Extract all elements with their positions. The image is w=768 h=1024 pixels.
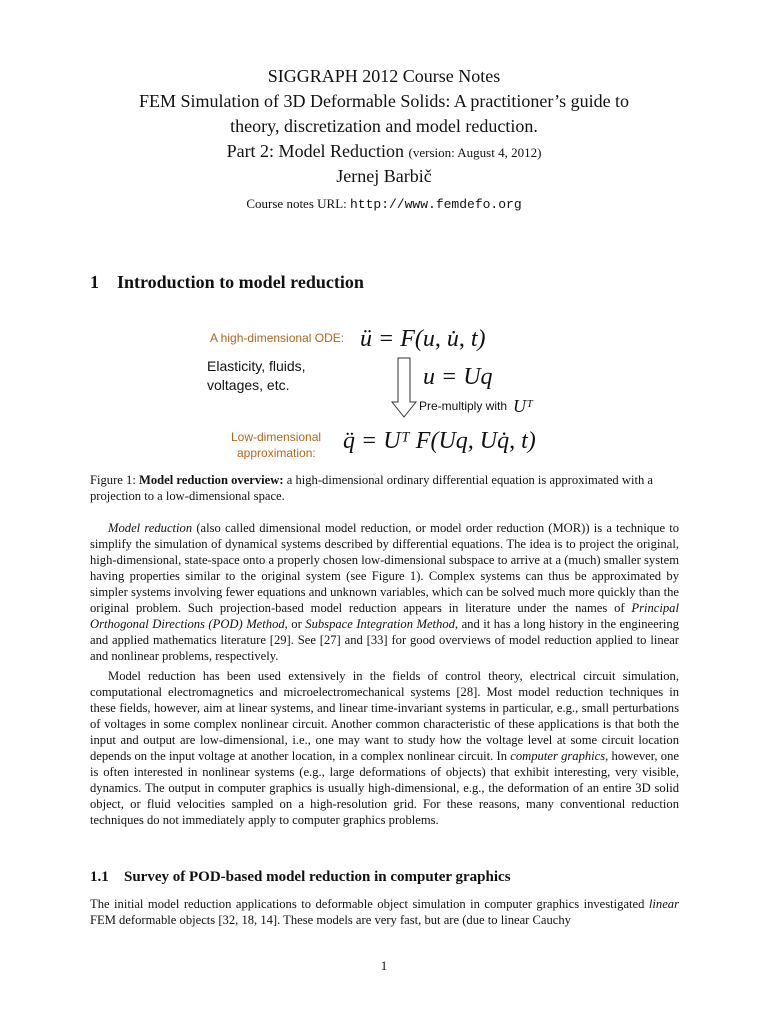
section-number: 1.1 (90, 869, 109, 885)
caption-bold: Model reduction overview: (138, 473, 284, 487)
version-text: (version: August 4, 2012) (408, 145, 542, 160)
title-line-4 (0, 139, 768, 165)
paragraph-survey (90, 896, 679, 928)
section-heading-1 (90, 272, 364, 293)
url-label: Course notes URL: (246, 196, 347, 211)
elasticity-line-2: voltages, etc. (207, 377, 290, 393)
equation-ode: ü = F(u, u̇, t) (360, 326, 486, 352)
paragraph-text: , however, one is often interested in nonlinear systems (e.g., large deformations of objects) that exhibit interesting, very visible, dynamics. The output in computer graphics is usually high-dimensional, e.g., the deformation of an entire 3D solid object, or fluid velocities sampled on a high-resolution grid. For these reasons, many conventional reduction techniques do not immediately apply to computer graphics problems. (90, 749, 679, 827)
caption-text: a high-dimensional ordinary differential equation is approximated with a projection to a low-dimensional space. (90, 473, 654, 503)
equation-substitution: u = Uq (423, 364, 493, 390)
title-line-2: FEM Simulation of 3D Deformable Solids: A practitioner’s guide to (138, 91, 630, 111)
transpose-symbol: Uᵀ (513, 396, 533, 416)
paragraph-applications (90, 668, 679, 828)
paragraph-text: , and it has a long history in the engineering and applied mathematics literature [29]. See [27] and [33] for good overviews of model reduction applied to linear and nonlinear problems, respectively. (90, 617, 679, 663)
emphasis-linear: linear (648, 897, 679, 911)
elasticity-line-1: Elasticity, fluids, (207, 358, 306, 374)
premultiply-label: Pre-multiply with (419, 399, 508, 413)
high-dim-label: A high-dimensional ODE: (210, 331, 345, 345)
low-dim-label-2: approximation: (237, 446, 316, 460)
paragraph-text: FEM deformable objects [32, 18, 14]. These models are very fast, but are (due to linear Cauchy (90, 913, 571, 927)
part-title: Part 2: Model Reduction (226, 141, 405, 161)
url-line (0, 196, 768, 212)
emphasis-model-reduction: Model reduction (108, 521, 193, 535)
paragraph-model-reduction (90, 520, 679, 664)
caption-prefix: Figure 1: (90, 473, 136, 487)
paragraph-text: , or (284, 617, 302, 631)
figure-model-reduction (195, 318, 575, 466)
paragraph-text: (also called dimensional model reduction, or model order reduction (MOR)) is a technique to simplify the simulation of dynamical systems described by differential equations. The idea is to project the original, high-dimensional, state-space onto a properly chosen low-dimensional subspace to arrive at a (much) smaller system having properties similar to the original system (see Figure 1). Complex systems can thus be approximated by simpler systems involving fewer equations and unknown variables, which can be solved much more quickly than the original problem. Such projection-based model reduction appears in literature under the names of (90, 521, 680, 615)
author: Jernej Barbič (336, 166, 432, 186)
low-dim-label-1: Low-dimensional (231, 430, 322, 444)
section-title: Survey of POD-based model reduction in computer graphics (124, 869, 511, 885)
emphasis-computer-graphics: computer graphics (510, 749, 606, 763)
equation-reduced: q̈ = Uᵀ F(Uq, Uq̇, t) (343, 428, 536, 454)
course-url-link[interactable]: http://www.femdefo.org (350, 197, 522, 212)
emphasis-subspace: Subspace Integration Method (305, 617, 455, 631)
emphasis-pod: Principal Orthogonal Directions (POD) Method (90, 601, 679, 631)
title-line-1: SIGGRAPH 2012 Course Notes (267, 66, 501, 86)
title-line-3: theory, discretization and model reduction. (230, 116, 538, 136)
paragraph-text: Model reduction has been used extensively in the fields of control theory, electrical circuit simulation, computational electromagnetics and microelectromechanical systems [28]. Most model reduction techniques in these fields, however, aim at linear systems, and linear time-invariant systems in particular, e.g., small perturbations of voltages in some complex nonlinear circuit. Another common characteristic of these applications is that both the input and output are low-dimensional, i.e., one may want to study how the voltage level at some circuit location depends on the input voltage at another location, in a complex nonlinear circuit. In (90, 669, 679, 763)
section-heading-1-1 (90, 869, 511, 886)
section-number: 1 (90, 272, 99, 292)
page-number: 1 (380, 958, 388, 973)
section-title: Introduction to model reduction (117, 272, 364, 292)
figure-caption (90, 472, 679, 504)
down-arrow-icon (392, 358, 416, 417)
paragraph-text: The initial model reduction applications to deformable object simulation in computer graphics investigated (90, 897, 645, 911)
